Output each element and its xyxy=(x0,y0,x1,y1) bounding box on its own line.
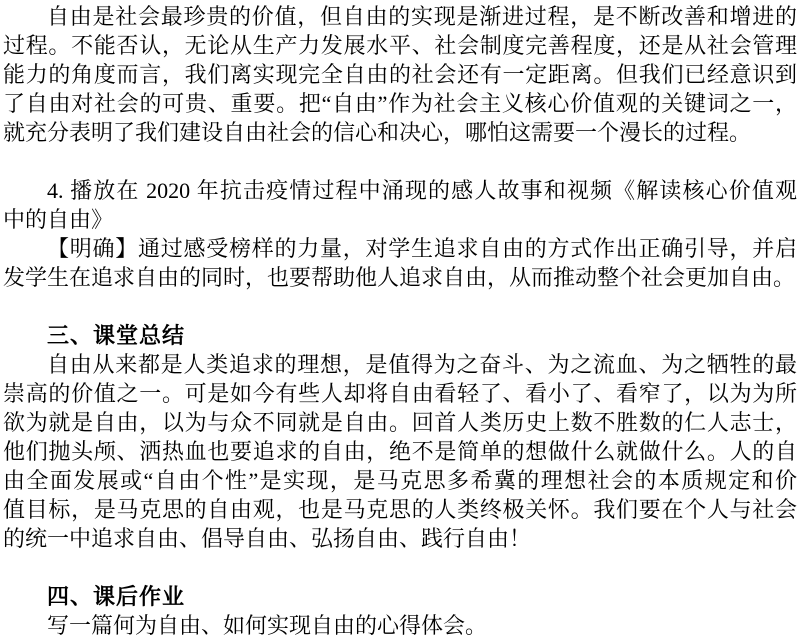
paragraph-line: 他们抛头颅、洒热血也要追求的自由，绝不是简单的想做什么就做什么。人的自 xyxy=(3,439,797,464)
paragraph-line: 的统一中追求自由、倡导自由、弘扬自由、践行自由！ xyxy=(3,526,532,551)
paragraph-line: 就充分表明了我们建设自由社会的信心和决心，哪怕这需要一个漫长的过程。 xyxy=(3,120,752,145)
paragraph-line: 过程。不能否认，无论从生产力发展水平、社会制度完善程度，还是从社会管理 xyxy=(3,33,797,58)
section-heading-homework: 四、课后作业 xyxy=(47,584,186,609)
paragraph-line: 4. 播放在 2020 年抗击疫情过程中涌现的感人故事和视频《解读核心价值观 xyxy=(47,178,797,203)
blank-line xyxy=(3,553,797,582)
paragraph-line: 值目标，是马克思的自由观，也是马克思的人类终极关怀。我们要在个人与社会 xyxy=(3,497,797,522)
blank-line xyxy=(3,292,797,321)
paragraph-line: 【明确】通过感受榜样的力量，对学生追求自由的方式作出正确引导，并启 xyxy=(47,236,797,261)
blank-line xyxy=(3,147,797,176)
activity-item-paragraph xyxy=(3,176,797,234)
section-heading-class-summary: 三、课堂总结 xyxy=(47,323,186,348)
paragraph-line: 发学生在追求自由的同时，也要帮助他人追求自由，从而推动整个社会更加自由。 xyxy=(3,265,796,290)
paragraph-line: 中的自由》 xyxy=(3,207,114,232)
class-summary-paragraph xyxy=(3,350,797,553)
intro-paragraph xyxy=(3,2,797,147)
homework-paragraph xyxy=(3,611,797,640)
paragraph-line: 了自由对社会的可贵、重要。把“自由”作为社会主义核心价值观的关键词之一， xyxy=(3,91,797,116)
paragraph-line: 能力的角度而言，我们离实现完全自由的社会还有一定距离。但我们已经意识到 xyxy=(3,62,797,87)
clarification-paragraph xyxy=(3,234,797,292)
paragraph-line: 由全面发展或“自由个性”是实现，是马克思多希冀的理想社会的本质规定和价 xyxy=(3,468,797,493)
paragraph-line: 崇高的价值之一。可是如今有些人却将自由看轻了、看小了、看窄了，以为为所 xyxy=(3,381,797,406)
paragraph-line: 自由是社会最珍贵的价值，但自由的实现是渐进过程，是不断改善和增进的 xyxy=(47,4,797,29)
paragraph-line: 欲为就是自由，以为与众不同就是自由。回首人类历史上数不胜数的仁人志士， xyxy=(3,410,797,435)
paragraph-line: 自由从来都是人类追求的理想，是值得为之奋斗、为之流血、为之牺牲的最 xyxy=(47,352,797,377)
paragraph-line: 写一篇何为自由、如何实现自由的心得体会。 xyxy=(47,613,488,638)
